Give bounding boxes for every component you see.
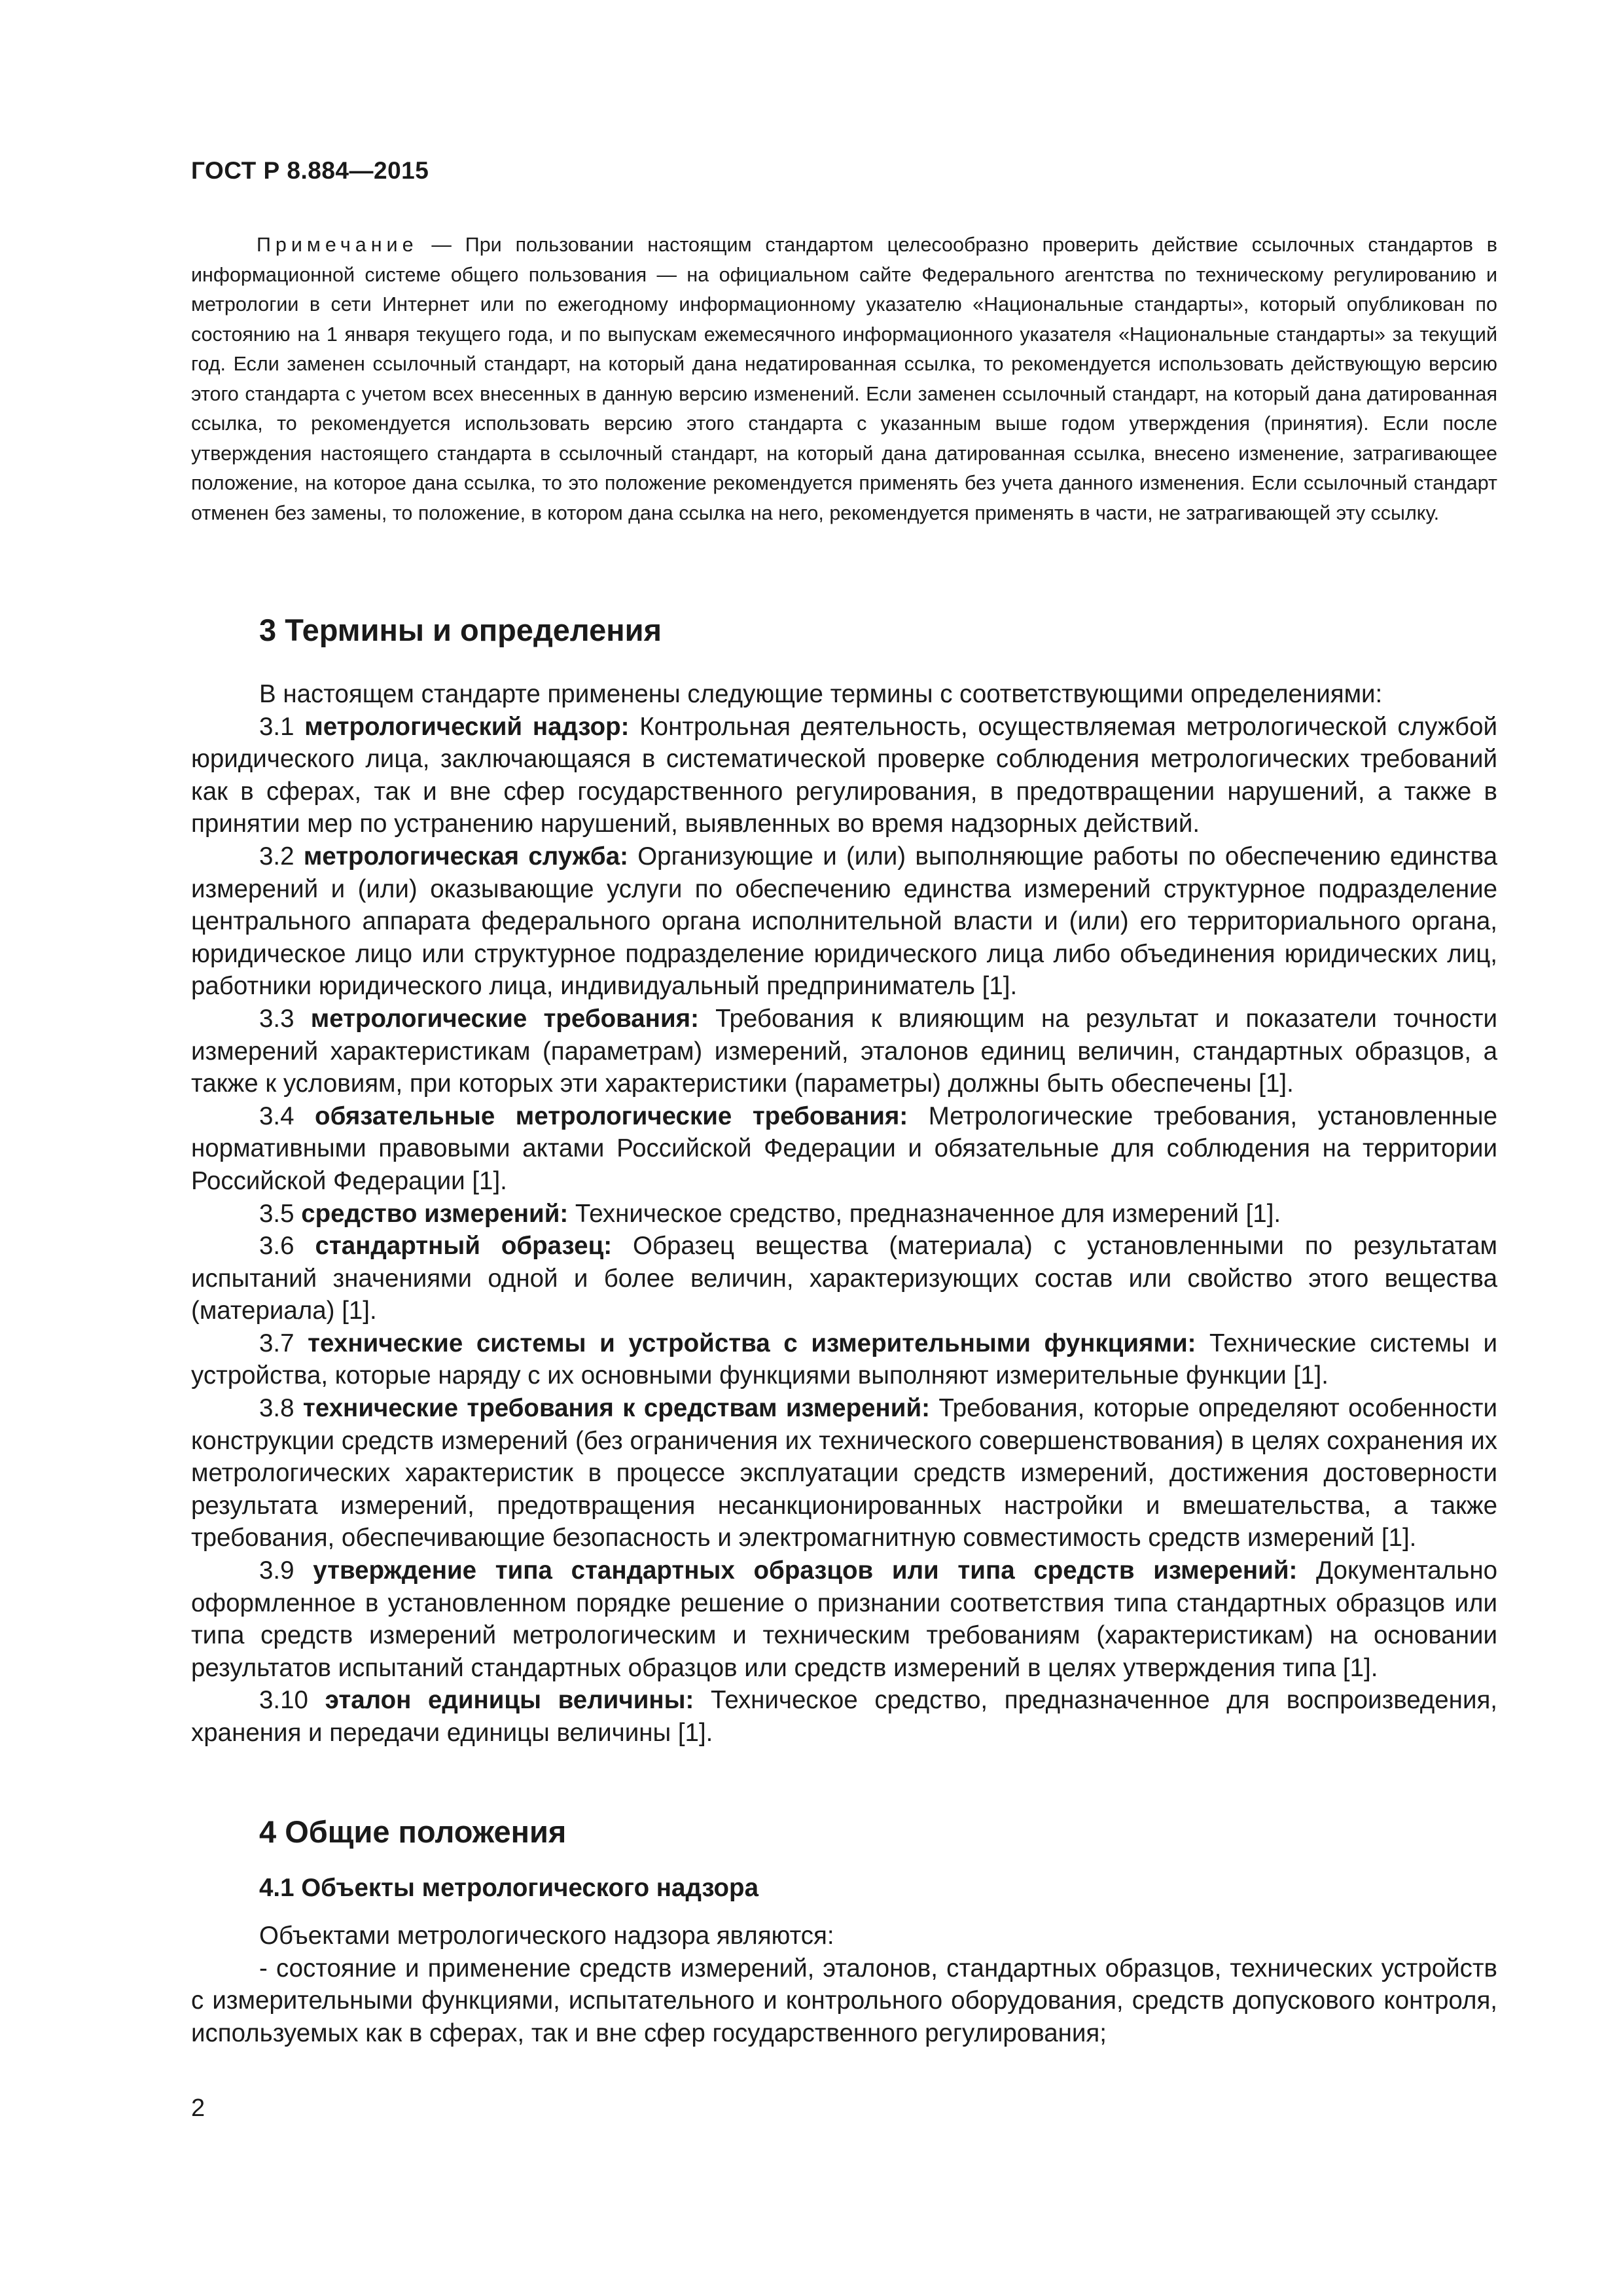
- term-number: 3.8: [259, 1394, 303, 1423]
- term-number: 3.6: [259, 1232, 315, 1261]
- term-name: метрологическая служба:: [303, 842, 628, 870]
- section-4-heading: 4 Общие положения: [259, 1814, 567, 1849]
- term-definition-text: Технические системы и устройства, которые наряду с их основными функциями выполняют измерительные функции [1].: [191, 1329, 1497, 1390]
- term-definition-text: Организующие и (или) выполняющие работы по обеспечению единства измерений и (или) оказывающие услуги по обеспечению единства измерений структурное подразделение центрального аппарата федерального органа исполнительной власти и (или) его территориального органа, юридическое лицо или структурное подразделение юридического лица либо объединения юридических лиц, работники юридического лица, индивидуальный предприниматель [1].: [191, 842, 1497, 1001]
- section-3-heading: 3 Термины и определения: [259, 613, 662, 647]
- term-number: 3.9: [259, 1556, 313, 1585]
- term-name: средство измерений:: [301, 1199, 569, 1228]
- term-definition-text: Метрологические требования, установленные нормативными правовыми актами Российской Федерации и обязательные для соблюдения на территории Российской Федерации [1].: [191, 1102, 1497, 1195]
- page-number: 2: [191, 2094, 205, 2122]
- note-label: Примечание: [257, 234, 418, 256]
- section-3-intro: В настоящем стандарте применены следующие термины с соответствующими определениями:: [259, 680, 1383, 708]
- term-definition: [191, 840, 1497, 1003]
- term-name: обязательные метрологические требования:: [315, 1102, 908, 1130]
- note-text: — При пользовании настоящим стандартом целесообразно проверить действие ссылочных стандартов в информационной системе общего пользования — на официальном сайте Федерального агентства по техническому регулированию и метрологии в сети Интернет или по ежегодному информационному указателю «Национальные стандарты», который опубликован по состоянию на 1 января текущего года, и по выпускам ежемесячного информационного указателя «Национальные стандарты» за текущий год. Если заменен ссылочный стандарт, на который дана недатированная ссылка, то рекомендуется использовать действующую версию этого стандарта с учетом всех внесенных в данную версию изменений. Если заменен ссылочный стандарт, на который дана датированная ссылка, то рекомендуется использовать версию этого стандарта с указанным выше годом утверждения (принятия). Если после утверждения настоящего стандарта в ссылочный стандарт, на который дана датированная ссылка, внесено изменение, затрагивающее положение, на которое дана ссылка, то это положение рекомендуется применять без учета данного изменения. Если ссылочный стандарт отменен без замены, то положение, в котором дана ссылка на него, рекомендуется применять в части, не затрагивающей эту ссылку.: [191, 234, 1497, 524]
- term-number: 3.3: [259, 1004, 311, 1033]
- term-definition: [191, 1100, 1497, 1198]
- term-name: метрологические требования:: [310, 1004, 699, 1033]
- term-definition: [191, 1230, 1497, 1327]
- term-definition-text: Требования к влияющим на результат и показатели точности измерений характеристикам (параметрам) измерений, эталонов единиц величин, стандартных образцов, а также к условиям, при которых эти характеристики (параметры) должны быть обеспечены [1].: [191, 1004, 1498, 1098]
- term-number: 3.5: [259, 1199, 302, 1228]
- term-name: эталон единицы величины:: [325, 1686, 694, 1715]
- objects-list: [191, 1952, 1497, 2050]
- term-definition-text: Требования, которые определяют особенности конструкции средств измерений (без ограничения их технического совершенствования) в целях сохранения их метрологических характеристик в процессе эксплуатации средств измерений, достижения достоверности результата измерений, предотвращения несанкционированных настройки и вмешательства, а также требования, обеспечивающие безопасность и электромагнитную совместимость средств измерений [1].: [191, 1394, 1497, 1552]
- term-name: технические системы и устройства с измерительными функциями:: [308, 1329, 1196, 1357]
- term-name: метрологический надзор:: [304, 712, 630, 741]
- term-number: 3.10: [259, 1686, 325, 1715]
- term-definition: [191, 1392, 1497, 1554]
- term-definition: [191, 1684, 1497, 1749]
- note-paragraph: [191, 230, 1497, 528]
- term-name: технические требования к средствам измерений:: [302, 1394, 930, 1423]
- section-4-1-intro: Объектами метрологического надзора являются:: [259, 1922, 834, 1950]
- term-number: 3.1: [259, 712, 305, 741]
- term-name: утверждение типа стандартных образцов или типа средств измерений:: [313, 1556, 1298, 1585]
- term-definition: [191, 1327, 1497, 1392]
- term-definition-text: Контрольная деятельность, осуществляемая метрологической службой юридического лица, заключающаяся в систематической проверке соблюдения метрологических требований как в сферах, так и вне сфер государственного регулирования, в предотвращении нарушений, а также в принятии мер по устранению нарушений, выявленных во время надзорных действий.: [191, 712, 1497, 838]
- term-definition-text: Документально оформленное в установленном порядке решение о признании соответствия типа стандартных образцов или типа средств измерений метрологическим и техническим требованиям (характеристикам) на основании результатов испытаний стандартных образцов или средств измерений в целях утверждения типа [1].: [191, 1556, 1497, 1682]
- term-definition: [191, 1198, 1497, 1230]
- term-definition-text: Техническое средство, предназначенное для измерений [1].: [568, 1199, 1281, 1228]
- term-definition-text: Техническое средство, предназначенное для воспроизведения, хранения и передачи единицы величины [1].: [191, 1686, 1497, 1747]
- section-3-body: [191, 678, 1497, 1749]
- term-definition-text: Образец вещества (материала) с установленными по результатам испытаний значениями одной и более величин, характеризующих состав или свойство этого вещества (материала) [1].: [191, 1232, 1497, 1325]
- term-number: 3.4: [259, 1102, 315, 1130]
- term-definition: [191, 711, 1497, 840]
- document-header: ГОСТ Р 8.884—2015: [191, 157, 429, 184]
- section-4-1-body: [191, 1920, 1497, 2049]
- term-definition: [191, 1554, 1497, 1684]
- list-item: - состояние и применение средств измерений, эталонов, стандартных образцов, технических устройств с измерительными функциями, испытательного и контрольного оборудования, средств допускового контроля, используемых как в сферах, так и вне сфер государственного регулирования;: [191, 1954, 1497, 2047]
- terms-list: [191, 711, 1497, 1749]
- term-number: 3.7: [259, 1329, 308, 1357]
- section-4-1-heading: 4.1 Объекты метрологического надзора: [259, 1874, 758, 1902]
- term-name: стандартный образец:: [315, 1232, 613, 1261]
- term-definition: [191, 1003, 1497, 1100]
- term-number: 3.2: [259, 842, 304, 870]
